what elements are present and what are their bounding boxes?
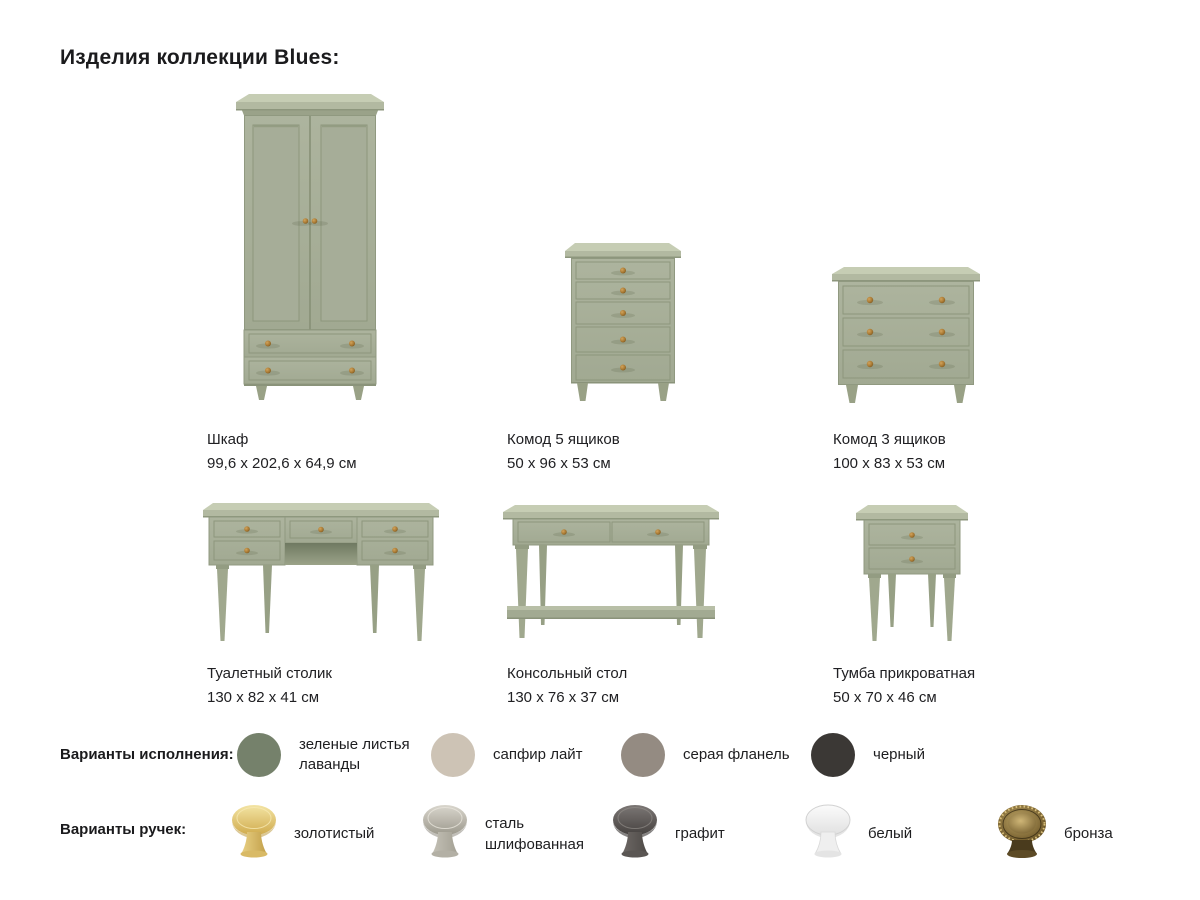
finish-name: черный bbox=[873, 745, 925, 763]
product-label-dressing-table bbox=[207, 662, 332, 710]
product-name: Туалетный столик bbox=[207, 665, 332, 682]
wardrobe-image bbox=[232, 88, 388, 405]
color-swatch bbox=[621, 733, 665, 777]
finish-name: сапфир лайт bbox=[493, 745, 583, 763]
finish-option-green-lavender bbox=[237, 733, 425, 777]
handles-section-label: Варианты ручек: bbox=[60, 821, 187, 838]
handle-option-white bbox=[804, 803, 912, 866]
finish-option-black bbox=[811, 733, 925, 777]
white-knob-icon bbox=[804, 803, 852, 866]
graphite-knob-icon bbox=[611, 803, 659, 866]
page-title: Изделия коллекции Blues: bbox=[60, 46, 340, 69]
product-label-chest3 bbox=[833, 428, 946, 476]
handle-name: белый bbox=[868, 825, 913, 843]
gold-knob-icon bbox=[230, 803, 278, 866]
product-label-chest5 bbox=[507, 428, 620, 476]
handle-option-gold bbox=[230, 803, 374, 866]
product-dimensions: 100 x 83 x 53 см bbox=[833, 455, 946, 472]
product-label-bedside-table bbox=[833, 662, 975, 710]
color-swatch bbox=[811, 733, 855, 777]
handle-name: графит bbox=[675, 825, 725, 843]
product-name: Консольный стол bbox=[507, 665, 628, 682]
product-dimensions: 50 x 70 x 46 см bbox=[833, 689, 937, 706]
chest-5-drawers-image bbox=[563, 241, 683, 408]
handle-option-steel bbox=[421, 803, 611, 866]
bronze-knob-icon bbox=[996, 803, 1048, 866]
product-dimensions: 130 x 76 x 37 см bbox=[507, 689, 620, 706]
product-dimensions: 50 x 96 x 53 см bbox=[507, 455, 611, 472]
product-name: Комод 3 ящиков bbox=[833, 431, 946, 448]
product-name: Комод 5 ящиков bbox=[507, 431, 620, 448]
color-swatch bbox=[431, 733, 475, 777]
finishes-section-label: Варианты исполнения: bbox=[60, 746, 234, 763]
console-table-image bbox=[503, 503, 719, 648]
handle-name: золотистый bbox=[294, 825, 375, 843]
bedside-table-image bbox=[856, 499, 968, 650]
finish-name: серая фланель bbox=[683, 745, 790, 763]
color-swatch bbox=[237, 733, 281, 777]
product-name: Тумба прикроватная bbox=[833, 665, 976, 682]
finish-option-sapphire-light bbox=[431, 733, 583, 777]
handle-name: бронза bbox=[1064, 825, 1113, 843]
steel-knob-icon bbox=[421, 803, 469, 866]
handle-option-bronze bbox=[996, 803, 1113, 866]
product-label-console-table bbox=[507, 662, 627, 710]
handle-option-graphite bbox=[611, 803, 725, 866]
dressing-table-image bbox=[203, 499, 439, 650]
handle-name: сталь шлифованная bbox=[485, 815, 585, 853]
product-name: Шкаф bbox=[207, 431, 249, 448]
product-label-wardrobe bbox=[207, 428, 357, 476]
chest-3-drawers-image bbox=[830, 263, 982, 408]
finish-option-grey-flannel bbox=[621, 733, 790, 777]
product-dimensions: 99,6 x 202,6 x 64,9 см bbox=[207, 455, 357, 472]
finish-name: зеленые листья лаванды bbox=[299, 735, 410, 773]
product-dimensions: 130 x 82 x 41 см bbox=[207, 689, 320, 706]
